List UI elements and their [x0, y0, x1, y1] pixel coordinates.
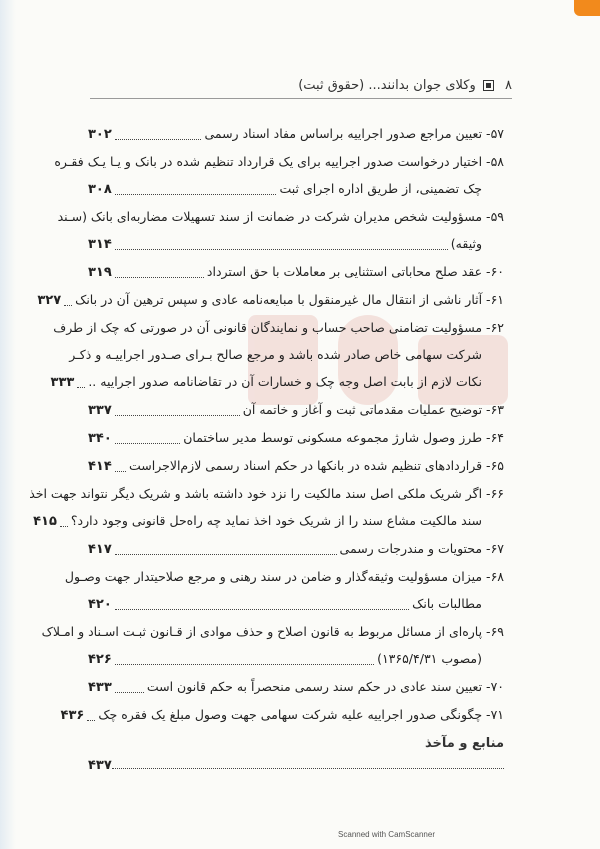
toc-entry-page: ۴۳۳ — [88, 680, 112, 695]
toc-entry-text: ۶۷- محتویات و مندرجات رسمی — [339, 541, 504, 556]
toc-entry-text: ۶۹- پاره‌ای از مسائل مربوط به قانون اصلاح و حذف موادی از قـانون ثبـت اسـناد و امـلاک — [41, 624, 504, 639]
header-rule — [90, 98, 512, 99]
toc-entry-text: مطالبات بانک — [412, 596, 482, 611]
toc-entry-text: ۶۶- اگر شریک ملکی اصل سند مالکیت را نزد خود داشته باشد و شریک دیگر نتواند جهت اخذ — [29, 486, 504, 501]
toc-entry-text: ۷۰- تعیین سند عادی در حکم سند رسمی منحصراً به حکم قانون است — [146, 679, 504, 694]
toc-entry-page: ۴۱۵ — [33, 514, 57, 529]
toc-entry — [88, 424, 504, 452]
leader-dots — [87, 719, 95, 721]
toc-entry-page: ۳۳۳ — [50, 375, 75, 390]
leader-dots — [115, 193, 277, 195]
toc-entry-page: ۳۴۰ — [88, 431, 112, 446]
table-of-contents — [29, 120, 504, 729]
toc-entry-text: ۵۹- مسؤولیت شخص مدیران شرکت در ضمانت از سند تسهیلات مضاربه‌ای بانک (سـند — [57, 209, 504, 224]
leader-dots — [112, 767, 504, 769]
toc-entry-page: ۴۲۶ — [88, 652, 112, 667]
square-bullet-icon — [483, 80, 494, 91]
toc-entry-text: ۵۸- اختیار درخواست صدور اجراییه برای یک قرارداد تنظیم شده در بانک و یـا یـک فقـره — [54, 154, 504, 169]
leader-dots — [115, 138, 202, 140]
toc-entry — [29, 480, 504, 535]
toc-entry-page: ۴۱۷ — [88, 542, 112, 557]
leader-dots — [115, 470, 126, 472]
running-header — [96, 78, 512, 93]
toc-entry — [37, 286, 504, 314]
toc-entry — [64, 563, 504, 618]
header-page-number: ۸ — [505, 78, 512, 93]
toc-entry-text: ۵۷- تعیین مراجع صدور اجراییه براساس مفاد اسناد رسمی — [204, 126, 504, 141]
leader-dots — [115, 248, 448, 250]
scanner-note: Scanned with CamScanner — [338, 830, 435, 839]
toc-entry-text: ۶۴- طرز وصول شارژ مجموعه مسکونی توسط مدیر ساختمان — [183, 430, 504, 445]
toc-entry-page: ۴۱۴ — [88, 459, 112, 474]
toc-entry-text: نکات لازم از بابت اصل وجه چک و خسارات آن در تقاضانامه صدور اجراییه .. — [88, 374, 482, 389]
toc-entry — [50, 314, 504, 396]
toc-entry — [88, 535, 504, 563]
toc-entry — [88, 673, 504, 701]
corner-tab — [574, 0, 600, 16]
toc-entry-text: ۶۲- مسؤولیت تضامنی صاحب حساب و نمایندگان قانونی آن در صورتی که چک از طرف — [53, 320, 504, 335]
leader-dots — [115, 553, 337, 555]
toc-entry-page: ۳۲۷ — [37, 293, 62, 308]
toc-entry-page: ۳۱۴ — [88, 237, 112, 252]
leader-dots — [115, 663, 374, 665]
toc-entry-text: وثیقه) — [450, 236, 482, 251]
leader-dots — [115, 608, 409, 610]
leader-dots — [115, 442, 180, 444]
leader-dots — [60, 525, 68, 527]
toc-entry-text: ۶۳- توضیح عملیات مقدماتی ثبت و آغاز و خاتمه آن — [242, 402, 504, 417]
toc-entry — [88, 258, 504, 286]
toc-entry-text: ۶۰- عقد صلح محاباتی استثنایی بر معاملات با حق استرداد — [206, 264, 504, 279]
toc-entry — [88, 396, 504, 424]
toc-entry-page: ۳۰۸ — [88, 182, 112, 197]
toc-entry-text: ۶۵- قراردادهای تنظیم شده در بانکها در حکم اسناد رسمی لازم‌الاجراست — [128, 458, 504, 473]
leader-dots — [115, 414, 240, 416]
sources-heading: منابع و مآخذ — [425, 736, 504, 751]
toc-entry-text: ۶۱- آثار ناشی از انتقال مال غیرمنقول با مبایعه‌نامه عادی و سپس ترهین آن در بانک — [75, 292, 504, 307]
sources-line — [88, 758, 504, 773]
leader-dots — [115, 691, 144, 693]
toc-entry-text: (مصوب ۱۳۶۵/۴/۳۱) — [377, 651, 482, 666]
toc-entry — [88, 452, 504, 480]
toc-entry-text: ۶۸- میزان مسؤولیت وثیقه‌گذار و ضامن در سند رهنی و مرجع صلاحیتدار جهت وصـول — [64, 569, 504, 584]
toc-entry-page: ۴۲۰ — [88, 597, 112, 612]
toc-entry — [60, 701, 504, 729]
toc-entry — [57, 203, 504, 258]
sources-page: ۴۳۷ — [88, 758, 112, 773]
toc-entry-text: سند مالکیت مشاع سند را از شریک خود اخذ نماید چه راه‌حل قانونی وجود دارد؟ — [70, 513, 482, 528]
toc-entry-page: ۳۳۷ — [88, 403, 112, 418]
toc-entry-text: شرکت سهامی خاص صادر شده باشد و مرجع صالح بـرای صـدور اجراییـه و ذکـر — [69, 347, 482, 362]
toc-entry — [41, 618, 504, 673]
toc-entry-text: ۷۱- چگونگی صدور اجراییه علیه شرکت سهامی جهت وصول مبلغ یک فقره چک — [98, 707, 504, 722]
leader-dots — [115, 276, 204, 278]
leader-dots — [77, 386, 85, 388]
header-title: وکلای جوان بدانند... (حقوق ثبت) — [298, 78, 476, 93]
toc-entry — [54, 148, 504, 203]
page-edge-shadow — [0, 0, 16, 849]
toc-entry-text: چک تضمینی، از طریق اداره اجرای ثبت — [279, 181, 482, 196]
toc-entry-page: ۳۰۲ — [88, 127, 112, 142]
toc-entry-page: ۳۱۹ — [88, 265, 112, 280]
toc-entry — [88, 120, 504, 148]
toc-entry-page: ۴۳۶ — [60, 708, 85, 723]
leader-dots — [64, 304, 72, 306]
